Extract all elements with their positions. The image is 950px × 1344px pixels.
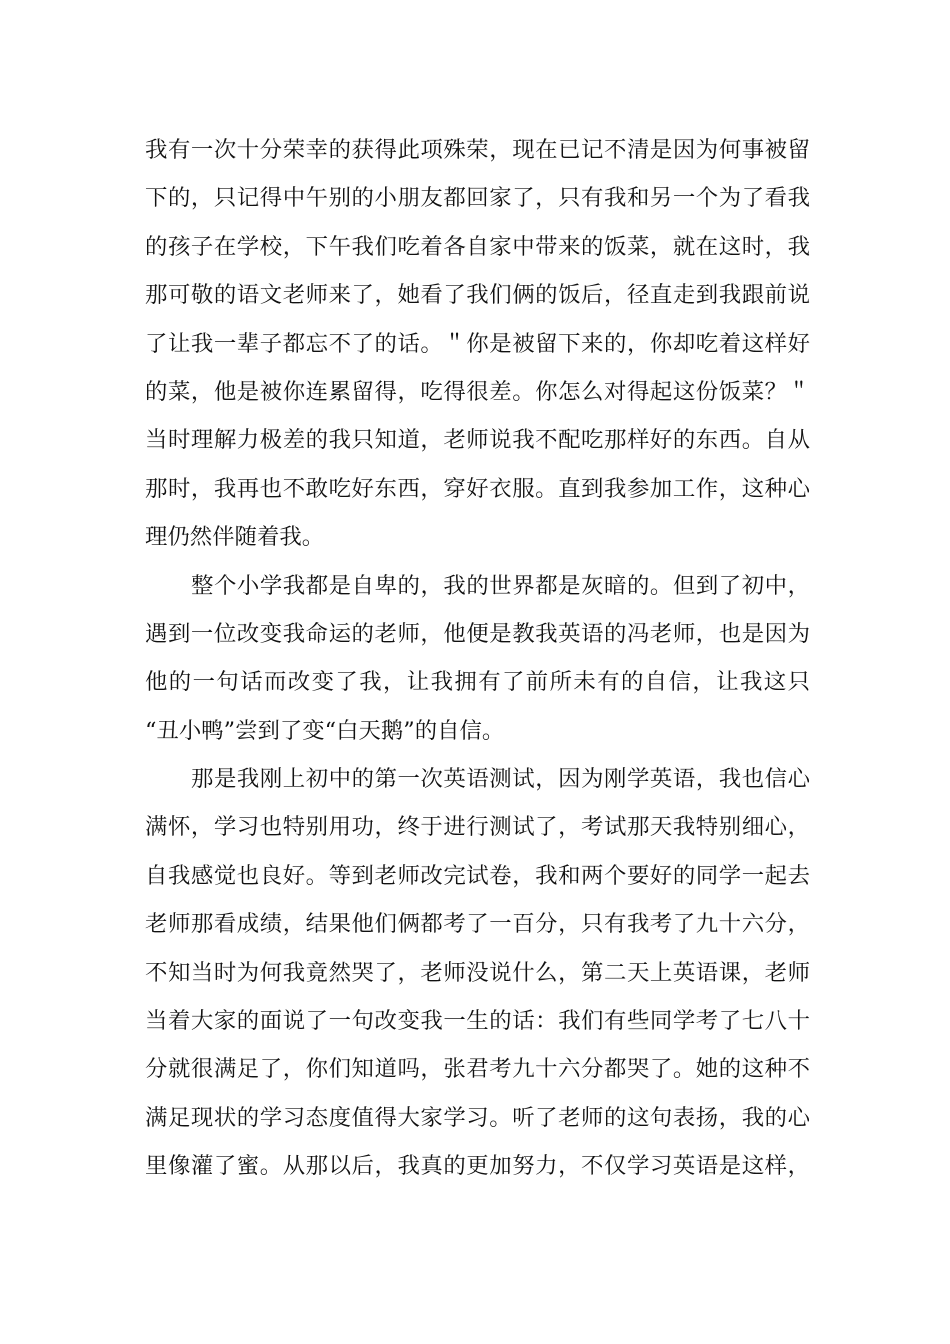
- text-line: 分就很满足了，你们知道吗，张君考九十六分都哭了。她的这种不: [145, 1056, 810, 1083]
- paragraph-first-line: 那是我刚上初中的第一次英语测试，因为刚学英语，我也信心: [191, 766, 810, 793]
- text-line: “丑小鸭”尝到了变“白天鹅”的自信。: [145, 717, 505, 744]
- text-line: 里像灌了蜜。从那以后，我真的更加努力，不仅学习英语是这样，: [145, 1153, 810, 1180]
- text-line: 理仍然伴随着我。: [145, 524, 325, 551]
- text-line: 当时理解力极差的我只知道，老师说我不配吃那样好的东西。自从: [145, 427, 810, 454]
- text-line: 的孩子在学校，下午我们吃着各自家中带来的饭菜，就在这时，我: [145, 233, 810, 260]
- text-line: 自我感觉也良好。等到老师改完试卷，我和两个要好的同学一起去: [145, 862, 810, 889]
- text-line: 那可敬的语文老师来了，她看了我们俩的饭后，径直走到我跟前说: [145, 282, 810, 309]
- body-text: [145, 126, 810, 1191]
- text-line: 不知当时为何我竟然哭了，老师没说什么，第二天上英语课，老师: [145, 959, 810, 986]
- text-line: 了让我一辈子都忘不了的话。＂你是被留下来的，你却吃着这样好: [145, 330, 810, 357]
- text-line: 老师那看成绩，结果他们俩都考了一百分，只有我考了九十六分，: [145, 911, 810, 938]
- text-line: 我有一次十分荣幸的获得此项殊荣，现在已记不清是因为何事被留: [145, 137, 810, 163]
- text-line: 的菜，他是被你连累留得，吃得很差。你怎么对得起这份饭菜？＂: [145, 378, 810, 405]
- text-line: 满足现状的学习态度值得大家学习。听了老师的这句表扬，我的心: [145, 1104, 810, 1131]
- text-line: 遇到一位改变我命运的老师，他便是教我英语的冯老师，也是因为: [145, 620, 810, 647]
- paragraph-first-line: 整个小学我都是自卑的，我的世界都是灰暗的。但到了初中，: [191, 572, 810, 599]
- text-line: 那时，我再也不敢吃好东西，穿好衣服。直到我参加工作，这种心: [145, 475, 810, 502]
- text-line: 满怀，学习也特别用功，终于进行测试了，考试那天我特别细心，: [145, 814, 810, 841]
- text-line: 当着大家的面说了一句改变我一生的话：我们有些同学考了七八十: [145, 1008, 810, 1035]
- text-line: 下的，只记得中午别的小朋友都回家了，只有我和另一个为了看我: [145, 185, 810, 212]
- text-line: 他的一句话而改变了我，让我拥有了前所未有的自信，让我这只: [145, 669, 810, 696]
